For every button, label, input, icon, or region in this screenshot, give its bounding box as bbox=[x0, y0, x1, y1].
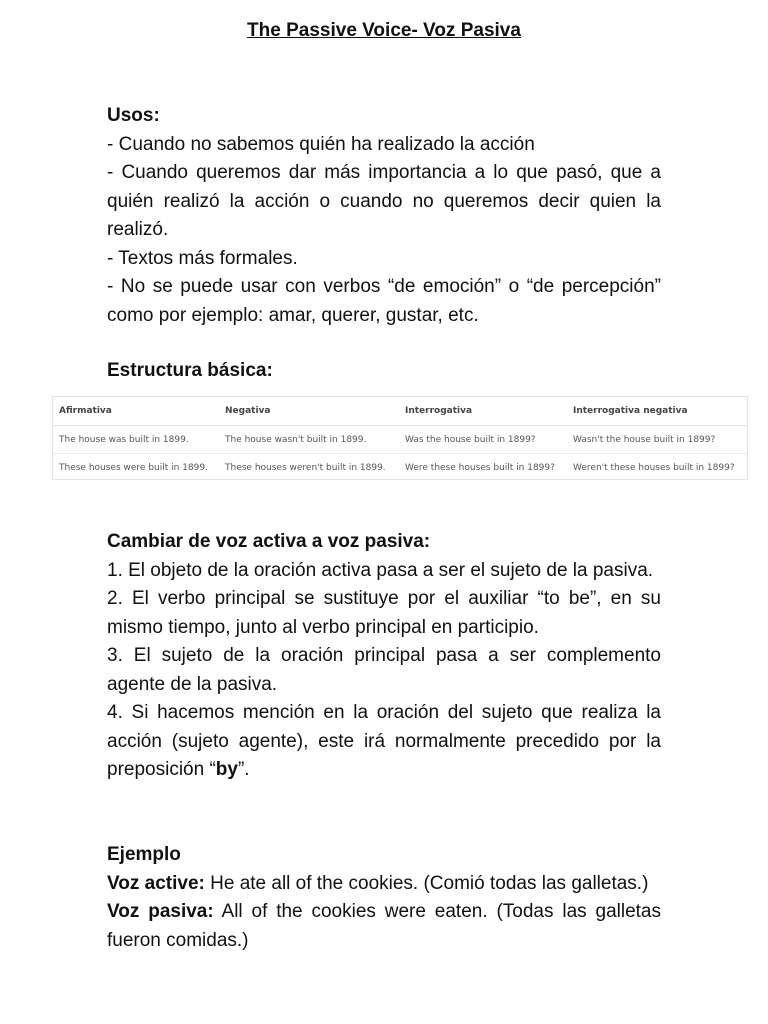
column-header: Negativa bbox=[219, 397, 399, 426]
usos-item: - Textos más formales. bbox=[107, 247, 298, 269]
active-text: He ate all of the cookies. (Comió todas las galletas.) bbox=[204, 872, 649, 894]
active-label: Voz active: bbox=[107, 872, 205, 894]
table-cell: The house was built in 1899. bbox=[53, 426, 219, 454]
table-header-row bbox=[53, 397, 747, 426]
table-cell: Were these houses built in 1899? bbox=[405, 462, 555, 473]
example-active bbox=[107, 870, 661, 899]
passive-text: All of the cookies were eaten. (Todas las galletas fueron comidas.) bbox=[107, 901, 661, 951]
table-row bbox=[53, 426, 747, 454]
cambiar-step bbox=[107, 699, 661, 785]
cambiar-heading: Cambiar de voz activa a voz pasiva: bbox=[107, 531, 431, 552]
table-cell: Wasn't the house built in 1899? bbox=[567, 426, 747, 454]
cambiar-step-text: 4. Si hacemos mención en la oración del sujeto que realiza la acción (sujeto agente), este irá normalmente precedido por la preposición “ bbox=[107, 702, 661, 780]
estructura-section bbox=[107, 357, 661, 386]
cambiar-step-text: ”. bbox=[237, 759, 250, 780]
grammar-table-container bbox=[52, 396, 748, 480]
document-title: The Passive Voice- Voz Pasiva bbox=[247, 20, 521, 41]
table-cell: These houses weren't built in 1899. bbox=[225, 462, 386, 473]
cambiar-section bbox=[107, 528, 661, 785]
passive-label: Voz pasiva: bbox=[107, 901, 214, 922]
column-header: Interrogativa bbox=[399, 397, 567, 426]
ejemplo-heading: Ejemplo bbox=[107, 844, 181, 865]
usos-item: - No se puede usar con verbos “de emoción” o “de percepción” como por ejemplo: amar, querer, gustar, etc. bbox=[107, 276, 661, 326]
estructura-heading: Estructura básica: bbox=[107, 360, 273, 381]
cambiar-step: 3. El sujeto de la oración principal pasa a ser complemento agente de la pasiva. bbox=[107, 645, 661, 695]
usos-item: - Cuando queremos dar más importancia a lo que pasó, que a quién realizó la acción o cuando no queremos decir quien la realizó. bbox=[107, 162, 661, 240]
usos-heading: Usos: bbox=[107, 105, 160, 126]
table-cell: Weren't these houses built in 1899? bbox=[573, 462, 735, 473]
ejemplo-section bbox=[107, 841, 661, 955]
table-cell: Was the house built in 1899? bbox=[399, 426, 567, 454]
table-cell: These houses were built in 1899. bbox=[59, 462, 208, 473]
by-preposition: by bbox=[215, 759, 238, 780]
table-cell: The house wasn't built in 1899. bbox=[219, 426, 399, 454]
cambiar-step: 1. El objeto de la oración activa pasa a ser el sujeto de la pasiva. bbox=[107, 559, 654, 581]
column-header: Interrogativa negativa bbox=[567, 397, 747, 426]
usos-item: - Cuando no sabemos quién ha realizado la acción bbox=[107, 133, 535, 155]
cambiar-step: 2. El verbo principal se sustituye por el auxiliar “to be”, en su mismo tiempo, junto al verbo principal en participio. bbox=[107, 588, 661, 638]
example-passive bbox=[107, 898, 661, 955]
grammar-table bbox=[53, 397, 747, 481]
usos-section bbox=[107, 102, 661, 330]
column-header: Afirmativa bbox=[53, 397, 219, 426]
table-row bbox=[53, 454, 747, 482]
